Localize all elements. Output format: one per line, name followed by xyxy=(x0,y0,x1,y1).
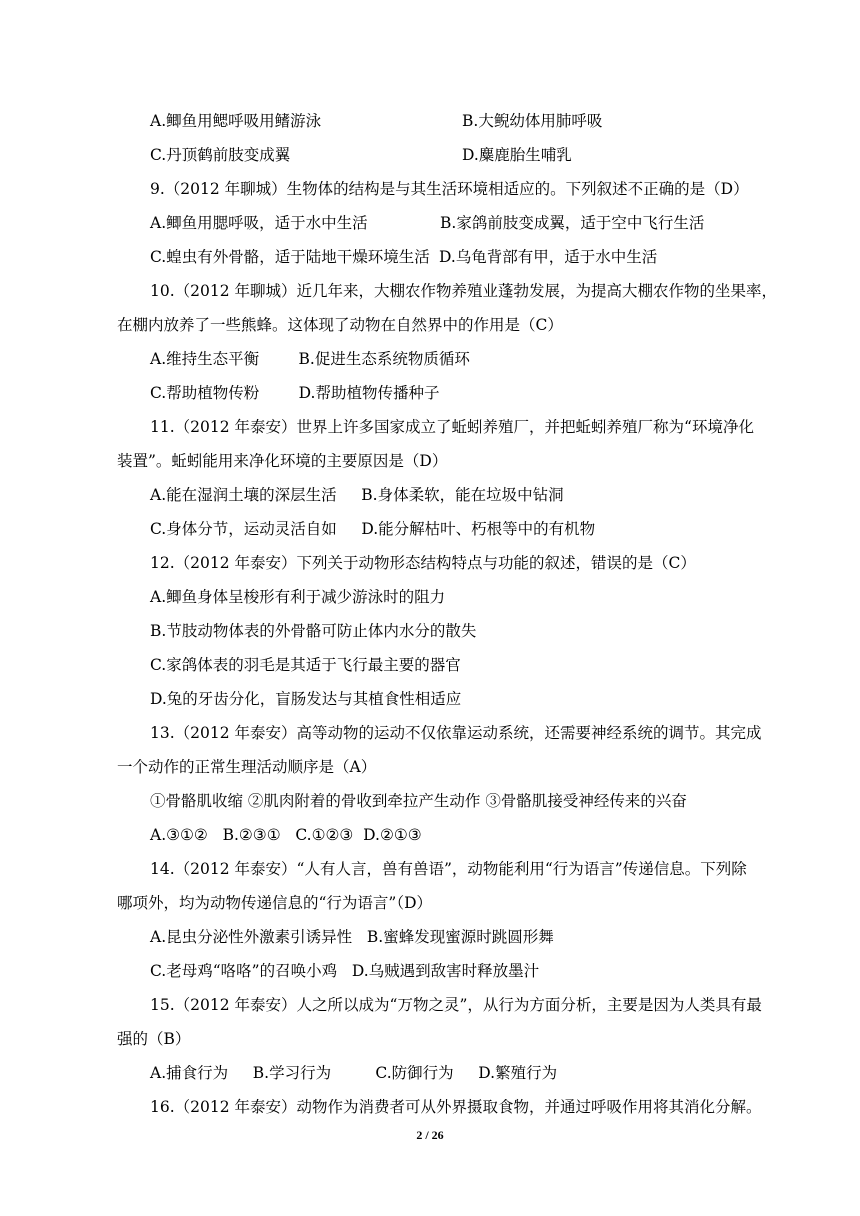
question-16: 16.（2012 年泰安）动物作为消费者可从外界摄取食物，并通过呼吸作用将其消化分解。 xyxy=(150,1098,762,1116)
question-10: 10.（2012 年聊城）近几年来，大棚农作物养殖业蓬勃发展，为提高大棚农作物的坐果率， xyxy=(150,282,778,300)
option-8c: C.丹顶鹤前肢变成翼 xyxy=(150,146,291,164)
options-10ab: A.维持生态平衡 B.促进生态系统物质循环 xyxy=(150,350,470,368)
option-8d: D.麋鹿胎生哺乳 xyxy=(462,146,572,164)
question-13-steps: ①骨骼肌收缩 ②肌肉附着的骨收到牵拉产生动作 ③骨骼肌接受神经传来的兴奋 xyxy=(150,792,687,810)
option-9b: B.家鸽前肢变成翼，适于空中飞行生活 xyxy=(440,214,705,232)
option-8b: B.大鲵幼体用肺呼吸 xyxy=(462,112,603,130)
question-11-cont: 装置”。蚯蚓能用来净化环境的主要原因是（D） xyxy=(117,452,448,470)
question-15: 15.（2012 年泰安）人之所以成为“万物之灵”，从行为方面分析，主要是因为人类具有最 xyxy=(150,996,762,1014)
option-9d: D.乌龟背部有甲，适于水中生活 xyxy=(439,248,658,266)
question-15-cont: 强的（B） xyxy=(117,1030,191,1048)
question-11: 11.（2012 年泰安）世界上许多国家成立了蚯蚓养殖厂，并把蚯蚓养殖厂称为“环境净化 xyxy=(150,418,754,436)
options-11cd: C.身体分节，运动灵活自如 D.能分解枯叶、朽根等中的有机物 xyxy=(150,520,596,538)
page-number: 2 / 26 xyxy=(416,1128,444,1142)
option-12a: A.鲫鱼身体呈梭形有利于减少游泳时的阻力 xyxy=(150,588,446,606)
options-14ab: A.昆虫分泌性外激素引诱异性 B.蜜蜂发现蜜源时跳圆形舞 xyxy=(150,928,554,946)
question-13-cont: 一个动作的正常生理活动顺序是（A） xyxy=(117,758,377,776)
option-9a: A.鲫鱼用腮呼吸，适于水中生活 xyxy=(150,214,368,232)
question-14-cont: 哪项外，均为动物传递信息的“行为语言”（D） xyxy=(117,894,433,912)
options-14cd: C.老母鸡“咯咯”的召唤小鸡 D.乌贼遇到敌害时释放墨汁 xyxy=(150,962,540,980)
options-10cd: C.帮助植物传粉 D.帮助植物传播种子 xyxy=(150,384,440,402)
options-13: A.③①② B.②③① C.①②③ D.②①③ xyxy=(150,826,422,844)
option-12d: D.兔的牙齿分化，盲肠发达与其植食性相适应 xyxy=(150,690,462,708)
option-12c: C.家鸽体表的羽毛是其适于飞行最主要的器官 xyxy=(150,656,461,674)
question-10-cont: 在棚内放养了一些熊蜂。这体现了动物在自然界中的作用是（C） xyxy=(117,316,563,334)
question-9: 9.（2012 年聊城）生物体的结构是与其生活环境相适应的。下列叙述不正确的是（D） xyxy=(150,180,749,198)
option-8a: A.鲫鱼用鳃呼吸用鳍游泳 xyxy=(150,112,322,130)
question-13: 13.（2012 年泰安）高等动物的运动不仅依靠运动系统，还需要神经系统的调节。其完成 xyxy=(150,724,762,742)
question-14: 14.（2012 年泰安）“人有人言，兽有兽语”，动物能利用“行为语言”传递信息。下列除 xyxy=(150,860,747,878)
options-15: A.捕食行为 B.学习行为 C.防御行为 D.繁殖行为 xyxy=(150,1064,558,1082)
options-11ab: A.能在湿润土壤的深层生活 B.身体柔软，能在垃圾中钻洞 xyxy=(150,486,564,504)
option-9c: C.蝗虫有外骨骼，适于陆地干燥环境生活 xyxy=(150,248,430,266)
option-12b: B.节肢动物体表的外骨骼可防止体内水分的散失 xyxy=(150,622,477,640)
question-12: 12.（2012 年泰安）下列关于动物形态结构特点与功能的叙述，错误的是（C） xyxy=(150,554,696,572)
